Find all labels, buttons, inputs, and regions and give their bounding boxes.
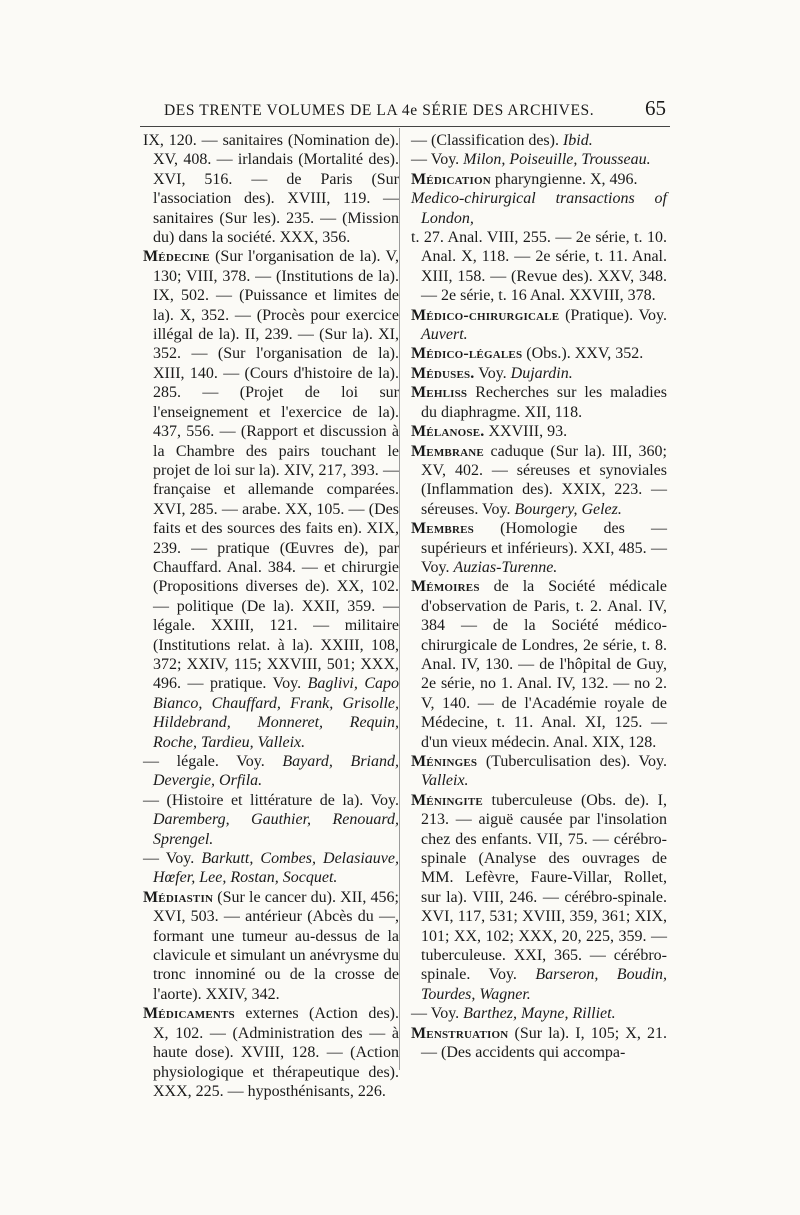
entry-reference: Barseron, Boudin, Tourdes, Wagner. <box>421 966 668 1003</box>
entry-text: IX, 120. — sanitaires (Nomination de). XV, 408. — irlandais (Mortalité des). XVI, 516. — de Paris (Sur l'association des). XVIII, 119. — sanitaires (Sur les). 235. — (Mission du) dans la société. XXX, 356. <box>143 132 399 247</box>
index-entry <box>411 442 667 520</box>
entry-headword: Mélanose. <box>411 423 485 441</box>
entry-text: — légale. Voy. <box>143 753 265 770</box>
index-entry <box>143 1004 399 1101</box>
entry-reference: Medico-chirurgical transactions of London, <box>411 190 667 227</box>
entry-text: t. 27. Anal. VIII, 255. — 2e série, t. 10. Anal. X, 118. — 2e série, t. 11. Anal. XIII, 158. — (Revue des). XXV, 348. — 2e série, t. 16 Anal. XXVIII, 378. <box>411 229 667 305</box>
entry-text: Recherches sur les maladies du diaphragme. XII, 118. <box>421 384 667 421</box>
index-entry <box>411 1024 667 1063</box>
entry-text: — (Classification des). <box>411 132 559 149</box>
entry-text: tuberculeuse (Obs. de). I, 213. — aiguë causée par l'insolation chez des enfants. VII, 75. — cérébro-spinale (Analyse des ouvrages de MM. Lefèvre, Faure-Villar, Rollet, sur la). VIII, 246. — cérébro-spinale. XVI, 117, 531; XVIII, 359, 361; XIX, 101; XX, 102; XXX, 20, 225, 359. — tuberculeuse. XXI, 365. — cérébro-spinale. Voy. <box>421 791 668 984</box>
entry-headword: Médicaments <box>143 1005 235 1023</box>
page-number: 65 <box>645 96 666 120</box>
entry-headword: Médiastin <box>143 888 214 906</box>
entry-reference: Barthez, Mayne, Rilliet. <box>463 1005 616 1023</box>
entry-reference: Barkutt, Combes, Delasiauve, Hœfer, Lee, Rostan, Socquet. <box>153 850 399 887</box>
entry-reference: Dujardin. <box>510 364 573 382</box>
entry-reference: Auzias-Turenne. <box>453 558 558 576</box>
entry-text: — Voy. <box>411 1005 460 1023</box>
index-entry <box>143 131 399 247</box>
entry-text: (Sur la). I, 105; X, 21. — (Des accidents qui accompa- <box>421 1024 668 1062</box>
entry-text: caduque (Sur la). III, 360; XV, 402. — séreuses et synoviales (Inflammation des). XXIX, 223. — séreuses. Voy. <box>421 442 667 518</box>
entry-reference: Baglivi, Capo Bianco, Chauffard, Frank, Grisolle, Hildebrand, Monneret, Requin, Roche, Tardieu, Valleix. <box>153 675 400 751</box>
entry-text: (Sur l'organisation de la). V, 130; VIII, 378. — (Institutions de la). IX, 502. — (Puissance et limites de la). X, 352. — (Procès pour exercice illégal de la). II, 239. — (Sur la). XI, 352. — (Sur l'organisation de la). XIII, 140. — (Cours d'histoire de la). 285. — (Projet de loi sur l'enseignement et l'exercice de la). 437, 556. — (Rapport et discussion à la Chambre des pairs touchant le projet de loi sur la). XIV, 217, 393. — française et allemande comparées. XVI, 285. — arabe. XX, 105. — (Des faits et des sources des faits en). XIX, 239. — pratique (Œuvres de), par Chauffard. Anal. 384. — et chirurgie (Propositions diverses de). XX, 102. — politique (De la). XXII, 359. — légale. XXIII, 121. — militaire (Institutions relat. à la). XXIII, 108, 372; XXIV, 115; XXVIII, 501; XXX, 496. — pratique. Voy. <box>153 248 399 693</box>
index-entry <box>411 422 667 441</box>
index-entry <box>411 519 667 577</box>
index-entry <box>411 791 667 1004</box>
entry-text: (Tuberculisation des). Voy. <box>485 753 667 770</box>
index-entry <box>411 1004 667 1023</box>
entry-text: (Pratique). Voy. <box>565 306 668 324</box>
right-column <box>411 131 667 1063</box>
entry-reference: Valleix. <box>421 772 469 790</box>
entry-headword: Menstruation <box>411 1024 509 1042</box>
index-entry <box>411 364 667 383</box>
index-entry <box>411 577 667 752</box>
index-entry <box>143 888 399 1004</box>
entry-reference: Daremberg, Gauthier, Renouard, Sprengel. <box>153 811 399 848</box>
entry-text: — Voy. <box>411 151 460 169</box>
entry-reference: Auvert. <box>421 326 468 344</box>
index-entry <box>411 131 667 150</box>
left-column <box>143 131 399 1101</box>
entry-headword: Méduses. <box>411 364 475 382</box>
entry-headword: Mémoires <box>411 578 480 596</box>
index-entry <box>143 752 399 791</box>
entry-text: — Voy. <box>143 850 195 868</box>
entry-headword: Méningite <box>411 791 483 809</box>
index-entry <box>143 849 399 888</box>
entry-headword: Méninges <box>411 753 478 770</box>
entry-reference: Ibid. <box>562 132 593 149</box>
entry-headword: Membres <box>411 520 474 538</box>
entry-text: Voy. <box>478 364 507 382</box>
index-entry <box>411 306 667 345</box>
index-entry <box>411 170 667 189</box>
entry-headword: Médication <box>411 170 491 188</box>
entry-text: externes (Action des). X, 102. — (Administration des — à haute dose). XVIII, 128. — (Action physiologique et thérapeutique des). XXX, 225. — hyposthénisants, 226. <box>153 1005 400 1100</box>
entry-headword: Mehliss <box>411 384 468 402</box>
entry-headword: Membrane <box>411 442 484 460</box>
entry-text: (Obs.). XXV, 352. <box>526 345 644 363</box>
index-entry <box>143 247 399 752</box>
entry-headword: Médico-légales <box>411 345 523 363</box>
header-title: DES TRENTE VOLUMES DE LA 4e SÉRIE DES ARCHIVES. <box>164 102 595 119</box>
index-entry <box>411 383 667 422</box>
index-entry <box>411 752 667 791</box>
entry-text: de la Société médicale d'observation de Paris, t. 2. Anal. IV, 384 — de la Société médico-chirurgicale de Londres, 2e série, t. 8. Anal. IV, 130. — de l'hôpital de Guy, 2e série, no 1. Anal. IV, 132. — no 2. V, 140. — de l'Académie royale de Médecine, t. 11. Anal. XI, 125. — d'un vieux médecin. Anal. XIX, 128. <box>421 578 668 751</box>
entry-text: (Sur le cancer du). XII, 456; XVI, 503. — antérieur (Abcès du —, formant une tumeur au-dessus de la clavicule et simulant un anévrysme du tronc innominé ou de la crosse de l'aorte). XXIV, 342. <box>153 888 399 1003</box>
entry-headword: Médico-chirurgicale <box>411 306 560 324</box>
index-entry <box>411 189 667 228</box>
entry-text: (Homologie des — supérieurs et inférieurs). XXI, 485. — Voy. <box>421 520 667 576</box>
entry-text: XXVIII, 93. <box>488 423 568 441</box>
index-entry <box>411 150 667 169</box>
index-entry <box>411 228 667 306</box>
index-entry <box>143 791 399 849</box>
entry-reference: Bayard, Briand, Devergie, Orfila. <box>153 753 399 790</box>
column-divider <box>399 128 400 1070</box>
entry-headword: Médecine <box>143 248 210 266</box>
index-entry <box>411 344 667 363</box>
running-header <box>140 98 670 127</box>
entry-text: pharyngienne. X, 496. <box>494 170 638 188</box>
entry-reference: Milon, Poiseuille, Trousseau. <box>463 151 651 169</box>
entry-reference: Bourgery, Gelez. <box>514 500 622 518</box>
entry-text: — (Histoire et littérature de la). Voy. <box>143 791 399 809</box>
